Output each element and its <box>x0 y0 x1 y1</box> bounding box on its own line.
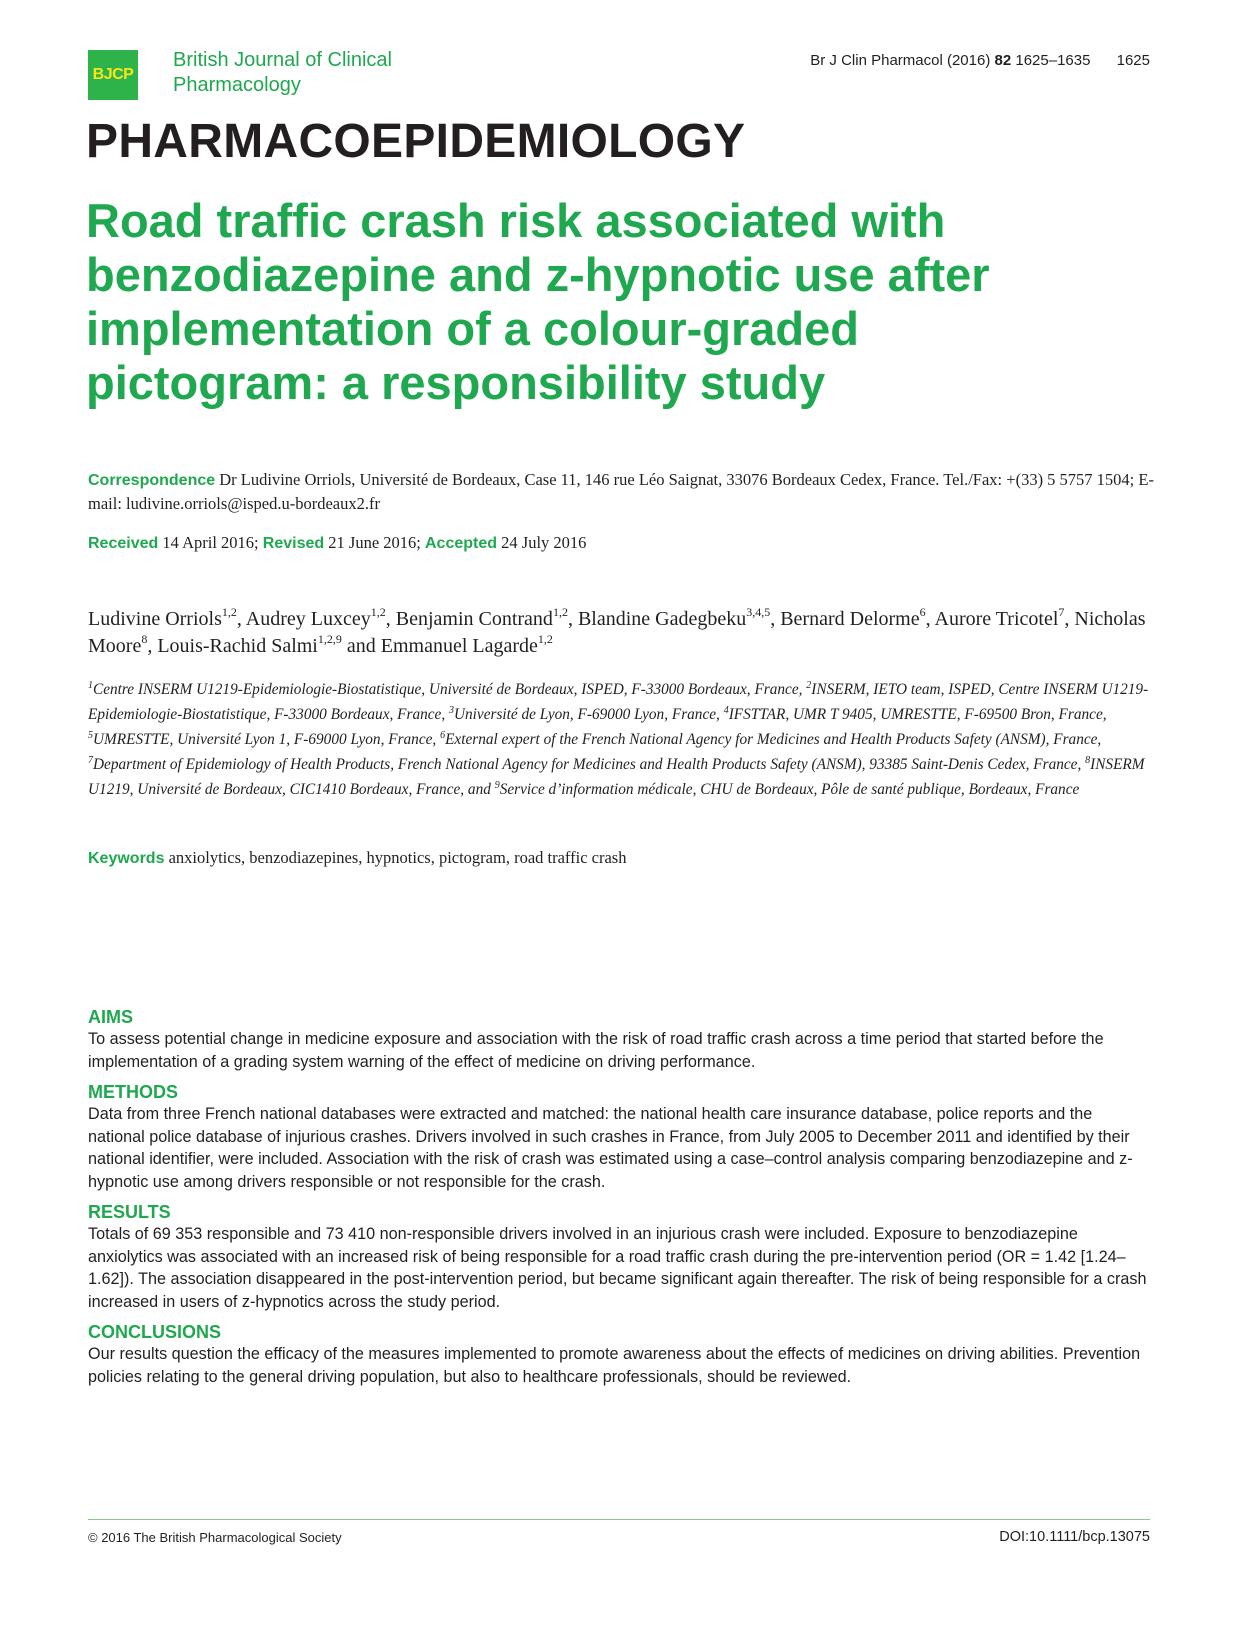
author-affiliation-ref: 1,2 <box>537 632 553 646</box>
author-separator: , <box>236 608 246 630</box>
author-name: Aurore Tricotel <box>934 608 1059 630</box>
author-name: Ludivine Orriols <box>88 608 222 630</box>
article-dates <box>88 533 586 553</box>
title-line: Road traffic crash risk associated with <box>86 194 946 247</box>
revised-date: 21 June 2016; <box>328 533 421 552</box>
author-affiliation-ref: 1,2 <box>370 605 386 619</box>
author-name: Emmanuel Lagarde <box>380 635 538 657</box>
author-affiliation-ref: 1,2 <box>221 605 237 619</box>
journal-name-line2: Pharmacology <box>173 74 301 96</box>
affiliations <box>88 677 1158 802</box>
author-affiliation-ref: 1,2 <box>552 605 568 619</box>
author-separator: , <box>1064 608 1075 630</box>
author-separator: , <box>147 635 158 657</box>
affiliation-number: 8 <box>1085 755 1091 766</box>
title-line: implementation of a colour-graded <box>86 302 859 355</box>
journal-name-line1: British Journal of Clinical <box>173 49 392 71</box>
title-line: benzodiazepine and z-hypnotic use after <box>86 248 990 301</box>
section-label: PHARMACOEPIDEMIOLOGY <box>86 115 746 168</box>
abstract-heading: RESULTS <box>88 1202 171 1222</box>
affiliation-text: Service d’information médicale, CHU de Bordeaux, Pôle de santé publique, Bordeaux, France <box>499 781 1080 798</box>
author-separator: and <box>341 635 381 657</box>
author-affiliation-ref: 7 <box>1058 605 1065 619</box>
abstract-text: Our results question the efficacy of the measures implemented to promote awareness about the effects of medicines on driving abilities. Prevention policies relating to the general driving population, but also to healthcare professionals, should be reviewed. <box>88 1345 1141 1386</box>
journal-logo-text: BJCP <box>92 66 134 83</box>
affiliation-number: 4 <box>723 705 729 716</box>
affiliation-text: INSERM, IETO team, ISPED, Centre INSERM U1219-Epidemiologie-Biostatistique, F-33000 Bordeaux, France, <box>88 681 1149 723</box>
citation-volume: 82 <box>994 52 1012 69</box>
abstract-section-conclusions <box>88 1321 1153 1388</box>
affiliation-number: 2 <box>806 680 812 691</box>
author-name: Bernard Delorme <box>780 608 920 630</box>
abstract-section-aims <box>88 1006 1153 1073</box>
author-separator: , <box>567 608 578 630</box>
page-number: 1625 <box>1116 52 1150 69</box>
abstract-heading: METHODS <box>88 1082 178 1102</box>
abstract-section-methods <box>88 1081 1153 1193</box>
footer-copyright: © 2016 The British Pharmacological Society <box>88 1530 342 1545</box>
title-line: pictogram: a responsibility study <box>86 356 826 409</box>
abstract-text: To assess potential change in medicine exposure and association with the risk of road traffic crash across a time period that started before the implementation of a grading system warning of the effect of medicine on driving performance. <box>88 1030 1104 1071</box>
author-affiliation-ref: 1,2,9 <box>317 632 342 646</box>
author-name: Louis-Rachid Salmi <box>157 635 318 657</box>
citation-prefix: Br J Clin Pharmacol (2016) <box>810 52 991 69</box>
author-separator: , <box>925 608 935 630</box>
author-name: Benjamin Contrand <box>395 608 553 630</box>
author-separator: , <box>385 608 396 630</box>
affiliation-number: 7 <box>88 755 93 766</box>
affiliation-number: 9 <box>494 780 500 791</box>
abstract-section-results <box>88 1201 1153 1313</box>
abstract-heading: AIMS <box>88 1007 133 1027</box>
received-label: Received <box>88 535 159 552</box>
footer-doi: DOI:10.1111/bcp.13075 <box>999 1529 1150 1545</box>
affiliation-text: Centre INSERM U1219-Epidemiologie-Biostatistique, Université de Bordeaux, ISPED, F-33000 Bordeaux, France, <box>93 681 807 698</box>
author-list <box>88 606 1168 660</box>
abstract-text: Data from three French national databases were extracted and matched: the national health care insurance database, police reports and the national police database of injurious crashes. Drivers involved in such crashes in France, from July 2005 to December 2011 and identified by their national identifier, were included. Association with the risk of crash was estimated using a case–control analysis comparing benzodiazepine and z-hypnotic use among drivers responsible or not responsible for the crash. <box>88 1105 1133 1191</box>
keywords <box>88 848 626 868</box>
article-title <box>86 194 1166 410</box>
journal-name <box>173 48 433 98</box>
accepted-date: 24 July 2016 <box>501 533 587 552</box>
keywords-label: Keywords <box>88 850 165 867</box>
author-name: Nicholas Moore <box>88 608 1146 657</box>
received-date: 14 April 2016; <box>162 533 259 552</box>
abstract-text: Totals of 69 353 responsible and 73 410 non-responsible drivers involved in an injurious crash were included. Exposure to benzodiazepine anxiolytics was associated with an increased risk of being responsible for a road traffic crash during the pre-intervention period (OR = 1.42 [1.24–1.62]). The association disappeared in the post-intervention period, but became significant again thereafter. The risk of being responsible for a crash increased in users of z-hypnotics across the study period. <box>88 1225 1147 1311</box>
journal-logo <box>88 50 138 100</box>
affiliation-text: Department of Epidemiology of Health Products, French National Agency for Medicines and Health Products Safety (ANSM), 93385 Saint-Denis Cedex, France, <box>93 756 1086 773</box>
affiliation-number: 6 <box>440 730 446 741</box>
keywords-text: anxiolytics, benzodiazepines, hypnotics, pictogram, road traffic crash <box>168 848 627 867</box>
author-name: Audrey Luxcey <box>245 608 371 630</box>
author-separator: , <box>770 608 781 630</box>
correspondence-label: Correspondence <box>88 472 216 489</box>
page-header <box>88 48 1150 104</box>
affiliation-number: 5 <box>88 730 93 741</box>
footer-divider <box>88 1519 1150 1520</box>
affiliation-number: 1 <box>88 680 93 691</box>
revised-label: Revised <box>262 535 325 552</box>
affiliation-text: INSERM U1219, Université de Bordeaux, CIC1410 Bordeaux, France, and <box>88 756 1145 798</box>
affiliation-text: External expert of the French National Agency for Medicines and Health Products Safety (ANSM), France, <box>445 731 1102 748</box>
accepted-label: Accepted <box>425 535 498 552</box>
author-name: Blandine Gadegbeku <box>577 608 747 630</box>
author-affiliation-ref: 3,4,5 <box>746 605 771 619</box>
affiliation-text: Université de Lyon, F-69000 Lyon, France, <box>453 706 724 723</box>
citation-pages: 1625–1635 <box>1015 52 1091 69</box>
affiliation-text: IFSTTAR, UMR T 9405, UMRESTTE, F-69500 Bron, France, <box>728 706 1107 723</box>
affiliation-text: UMRESTTE, Université Lyon 1, F-69000 Lyon, France, <box>93 731 441 748</box>
correspondence-text: Dr Ludivine Orriols, Université de Bordeaux, Case 11, 146 rue Léo Saignat, 33076 Bordeaux Cedex, France. Tel./Fax: +(33) 5 5757 1504; E-mail: ludivine.orriols@isped.u-bordeaux2.fr <box>88 470 1154 513</box>
abstract-heading: CONCLUSIONS <box>88 1322 222 1342</box>
citation <box>810 52 1150 69</box>
correspondence <box>88 468 1158 515</box>
author-affiliation-ref: 8 <box>141 632 148 646</box>
author-affiliation-ref: 6 <box>919 605 926 619</box>
abstract <box>88 1006 1153 1396</box>
affiliation-number: 3 <box>448 705 454 716</box>
